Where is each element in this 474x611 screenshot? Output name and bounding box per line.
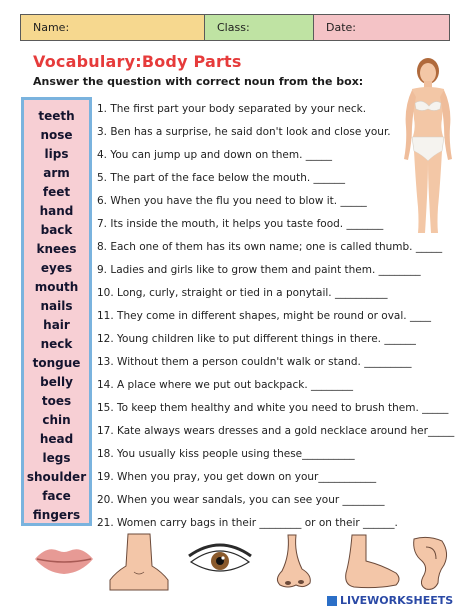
word-item[interactable]: back: [40, 223, 73, 237]
question-19: 19. When you pray, you get down on your___________: [97, 471, 377, 483]
word-item[interactable]: fingers: [32, 508, 81, 522]
question-14: 14. A place where we put out backpack. ________: [97, 379, 354, 391]
word-item[interactable]: head: [39, 432, 74, 446]
word-box: [21, 97, 92, 526]
question-10: 10. Long, curly, straight or tied in a ponytail. __________: [97, 287, 388, 299]
header-row: [20, 14, 450, 41]
question-20: 20. When you wear sandals, you can see your ________: [97, 494, 385, 506]
date-field[interactable]: Date:: [314, 15, 449, 40]
question-18: 18. You usually kiss people using these__________: [97, 448, 355, 460]
nose-icon: [268, 533, 316, 593]
liveworksheets-logo: [327, 594, 453, 607]
word-item[interactable]: legs: [42, 451, 71, 465]
question-1: 1. The first part your body separated by your neck.: [97, 103, 367, 115]
ear-icon: [408, 535, 454, 591]
question-11: 11. They come in different shapes, might be round or oval. ____: [97, 310, 431, 322]
question-21: 21. Women carry bags in their ________ or on their ______.: [97, 517, 398, 529]
brand-label: LIVEWORKSHEETS: [340, 594, 454, 607]
body-figure-icon: [388, 57, 468, 237]
word-item[interactable]: teeth: [38, 109, 75, 123]
class-field[interactable]: Class:: [205, 15, 314, 40]
word-item[interactable]: tongue: [32, 356, 81, 370]
word-item[interactable]: knees: [36, 242, 77, 256]
question-8: 8. Each one of them has its own name; one is called thumb. _____: [97, 241, 443, 253]
word-item[interactable]: hair: [43, 318, 70, 332]
word-item[interactable]: mouth: [34, 280, 79, 294]
word-item[interactable]: hand: [39, 204, 74, 218]
instruction-text: Answer the question with correct noun from the box:: [33, 75, 364, 88]
word-item[interactable]: shoulder: [26, 470, 87, 484]
question-6: 6. When you have the flu you need to blow it. _____: [97, 195, 367, 207]
foot-icon: [336, 533, 402, 591]
worksheet-title: Vocabulary:Body Parts: [33, 52, 242, 71]
question-12: 12. Young children like to put different things in there. ______: [97, 333, 416, 345]
word-item[interactable]: nose: [40, 128, 73, 142]
question-5: 5. The part of the face below the mouth. ______: [97, 172, 346, 184]
lips-icon: [33, 543, 95, 577]
question-9: 9. Ladies and girls like to grow them and paint them. ________: [97, 264, 421, 276]
liveworksheets-logo-icon: [327, 596, 337, 606]
eye-icon: [185, 540, 255, 580]
word-item[interactable]: feet: [42, 185, 71, 199]
question-3: 3. Ben has a surprise, he said don't look and close your.: [97, 126, 391, 138]
word-item[interactable]: arm: [43, 166, 70, 180]
word-item[interactable]: lips: [44, 147, 69, 161]
word-item[interactable]: face: [42, 489, 71, 503]
word-item[interactable]: toes: [41, 394, 72, 408]
neck-icon: [110, 532, 168, 590]
word-item[interactable]: eyes: [40, 261, 73, 275]
name-field[interactable]: Name:: [21, 15, 205, 40]
question-4: 4. You can jump up and down on them. _____: [97, 149, 333, 161]
word-item[interactable]: nails: [40, 299, 73, 313]
word-item[interactable]: chin: [42, 413, 71, 427]
word-item[interactable]: neck: [40, 337, 73, 351]
word-item[interactable]: belly: [40, 375, 73, 389]
question-7: 7. Its inside the mouth, it helps you taste food. _______: [97, 218, 384, 230]
question-15: 15. To keep them healthy and white you need to brush them. _____: [97, 402, 449, 414]
question-17: 17. Kate always wears dresses and a gold necklace around her_____: [97, 425, 455, 437]
question-13: 13. Without them a person couldn't walk or stand. _________: [97, 356, 412, 368]
